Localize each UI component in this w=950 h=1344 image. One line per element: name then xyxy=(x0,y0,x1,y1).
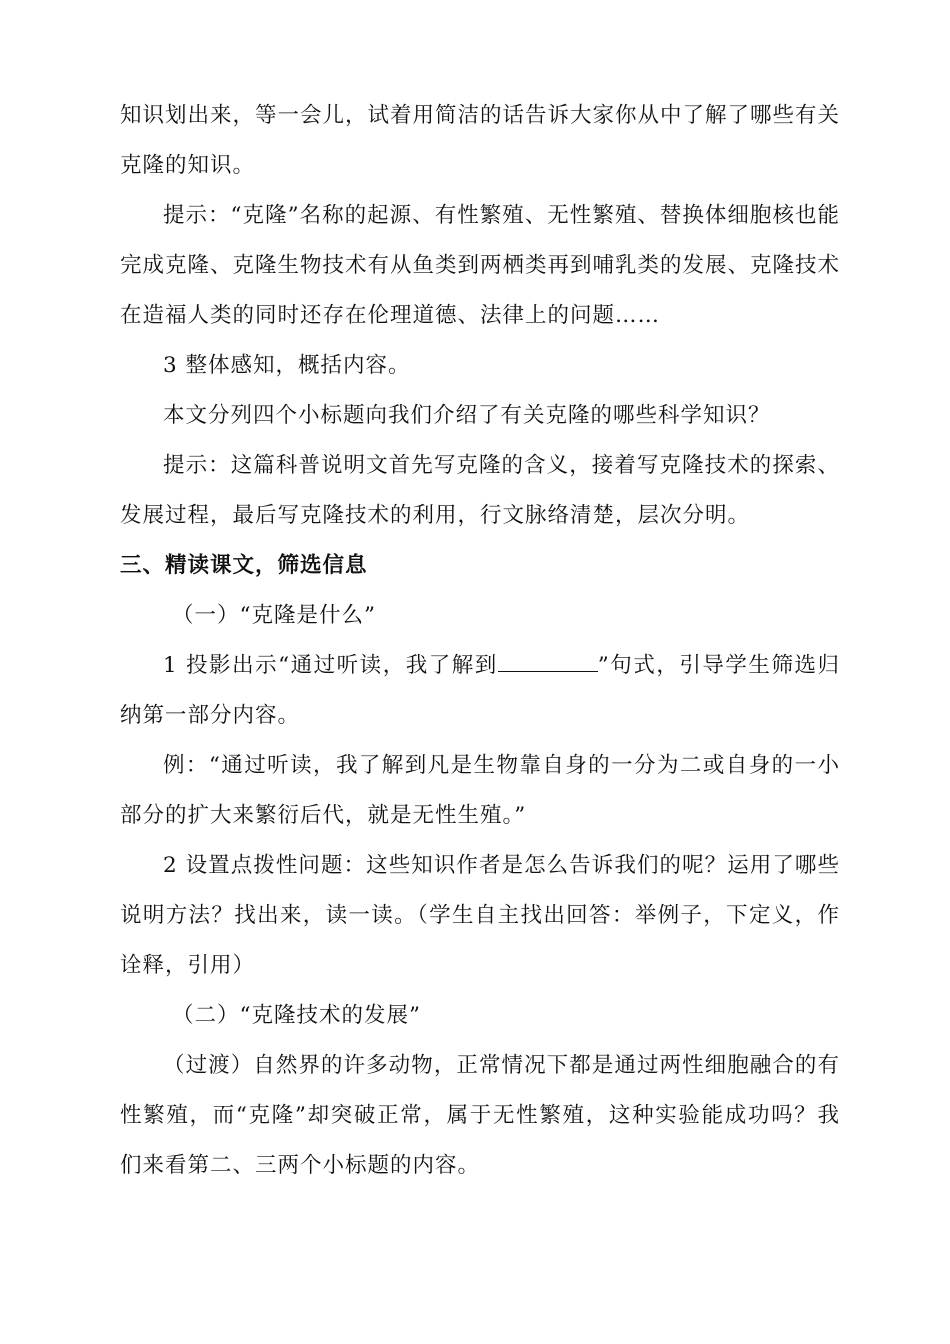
subheading-clone-development: （二）“克隆技术的发展” xyxy=(172,1003,421,1028)
paragraph-projection xyxy=(120,641,840,741)
section-heading-3: 三、精读课文，筛选信息 xyxy=(120,553,368,578)
paragraph-transition: （过渡）自然界的许多动物，正常情况下都是通过两性细胞融合的有性繁殖，而“克隆”却突破正常，属于无性繁殖，这种实验能成功吗？我们来看第二、三两个小标题的内容。 xyxy=(120,1053,840,1178)
paragraph-example: 例：“通过听读，我了解到凡是生物靠自身的一分为二或自身的一小部分的扩大来繁衍后代，就是无性生殖。” xyxy=(120,753,840,828)
paragraph-knowledge-task: 知识划出来，等一会儿，试着用简洁的话告诉大家你从中了解了哪些有关克隆的知识。 xyxy=(120,103,841,178)
paragraph-projection-before: 1 投影出示“通过听读，我了解到 xyxy=(163,653,498,678)
paragraph-hint-2: 提示：这篇科普说明文首先写克隆的含义，接着写克隆技术的探索、发展过程，最后写克隆技术的利用，行文脉络清楚，层次分明。 xyxy=(120,453,840,528)
paragraph-guiding-question: 2 设置点拨性问题：这些知识作者是怎么告诉我们的呢？运用了哪些说明方法？找出来，读一读。（学生自主找出回答：举例子，下定义，作诠释，引用） xyxy=(120,853,840,978)
fill-in-blank-line xyxy=(498,651,598,672)
paragraph-step-3: 3 整体感知，概括内容。 xyxy=(163,353,411,378)
paragraph-question: 本文分列四个小标题向我们介绍了有关克隆的哪些科学知识？ xyxy=(163,403,771,428)
paragraph-hint-1: 提示：“克隆”名称的起源、有性繁殖、无性繁殖、替换体细胞核也能完成克隆、克隆生物技术有从鱼类到两栖类再到哺乳类的发展、克隆技术在造福人类的同时还存在伦理道德、法律上的问题…… xyxy=(120,203,841,328)
subheading-what-is-clone: （一）“克隆是什么” xyxy=(172,603,376,628)
paragraph-projection-after: ”句式，引导学生筛选归纳第一部分内容。 xyxy=(120,653,840,728)
